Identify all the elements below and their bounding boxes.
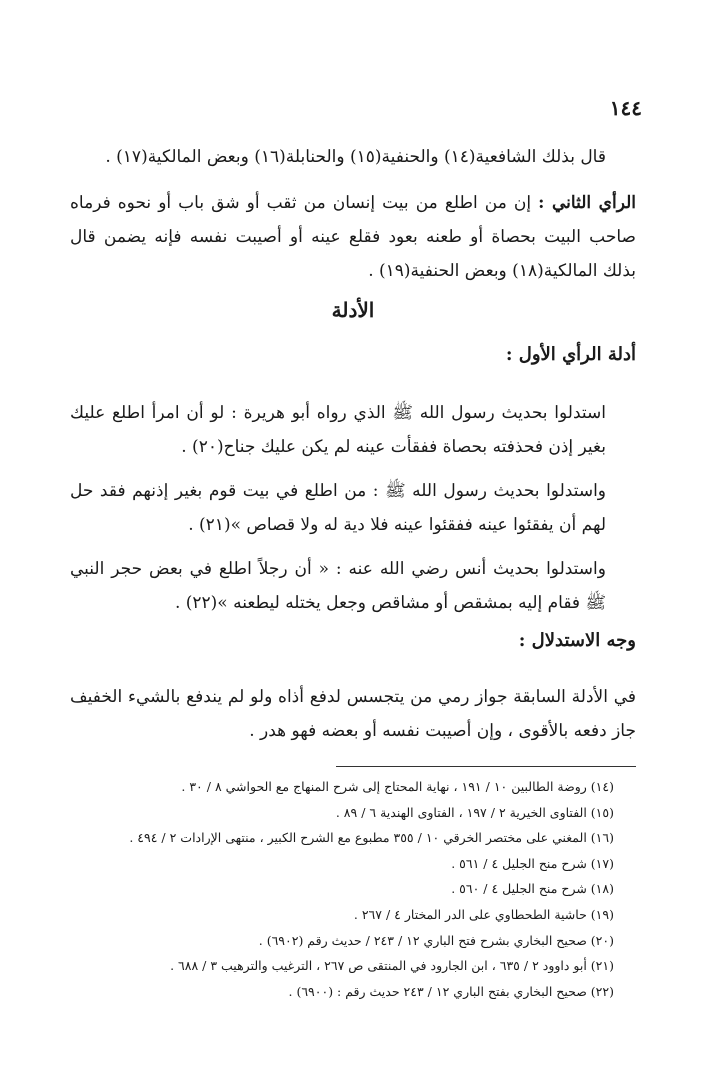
footnote-18: (١٨) شرح منح الجليل ٤ / ٥٦٠ . [451,881,614,897]
footnote-20: (٢٠) صحيح البخاري بشرح فتح الباري ١٢ / ٢٤٣ / حديث رقم (٦٩٠٢) . [258,932,614,948]
subheading-inference: وجه الاستدلال : [518,630,636,651]
footnote-21: (٢١) أبو داوود ٢ / ٦٣٥ ، ابن الجارود في المنتقى ص ٢٦٧ ، الترغيب والترهيب ٣ / ٦٨٨ . [170,958,614,974]
footnote-19: (١٩) حاشية الطحطاوي على الدر المختار ٤ / ٢٦٧ . [353,906,614,922]
footnote-22: (٢٢) صحيح البخاري بفتح الباري ١٢ / ٢٤٣ حديث رقم : (٦٩٠٠) . [288,983,614,999]
paragraph-second-opinion [70,186,636,288]
paragraph-hadith-abu-hurairah: استدلوا بحديث رسول الله ﷺ الذي رواه أبو هريرة : لو أن امرأ اطلع عليك بغير إذن فحذفته بحصاة ففقأت عينه لم يكن عليك جناح(٢٠) . [70,403,606,457]
footnote-15: (١٥) الفتاوى الخيرية ٢ / ١٩٧ ، الفتاوى الهندية ٦ / ٨٩ . [335,804,614,820]
paragraph-inference: في الأدلة السابقة جواز رمي من يتجسس لدفع أذاه ولو لم يندفع بالشيء الخفيف جاز دفعه بالأقوى ، وإن أصيبت نفسه أو بعضه فهو هدر . [70,687,636,741]
paragraph-hadith-prophet: واستدلوا بحديث رسول الله ﷺ : من اطلع في بيت قوم بغير إذنهم فقد حل لهم أن يفقئوا عينه ففقئوا عينه فلا دية له ولا قصاص »(٢١) . [70,481,606,535]
second-opinion-label: الرأي الثاني : [538,193,636,213]
footnotes-list [70,774,614,1004]
page-number: ١٤٤ [609,96,642,120]
second-opinion-text: إن من اطلع من بيت إنسان من ثقب أو شق باب أو نحوه فرماه صاحب البيت بحصاة أو طعنه بعود فقلع عينه أو أصيبت نفسه فإنه يضمن قال بذلك المالكية(١٨) وبعض الحنفية(١٩) . [70,193,636,281]
footnote-divider [336,766,636,767]
footnote-17: (١٧) شرح منح الجليل ٤ / ٥٦١ . [451,855,614,871]
section-title-evidence: الأدلة [331,298,375,322]
footnote-14: (١٤) روضة الطالبين ١٠ / ١٩١ ، نهاية المحتاج إلى شرح المنهاج مع الحواشي ٨ / ٣٠ . [181,779,614,794]
footnote-16: (١٦) المغني على مختصر الخرقي ١٠ / ٣٥٥ مطبوع مع الشرح الكبير ، منتهى الإرادات ٢ / ٤٩٤ . [129,830,614,846]
paragraph-first-opinion-scholars: قال بذلك الشافعية(١٤) والحنفية(١٥) والحنابلة(١٦) وبعض المالكية(١٧) . [105,147,606,167]
paragraph-hadith-anas: واستدلوا بحديث أنس رضي الله عنه : « أن رجلاً اطلع في بعض حجر النبي ﷺ فقام إليه بمشقص أو مشاقص وجعل يختله ليطعنه »(٢٢) . [70,559,606,613]
subheading-first-opinion-evidence: أدلة الرأي الأول : [505,344,636,365]
